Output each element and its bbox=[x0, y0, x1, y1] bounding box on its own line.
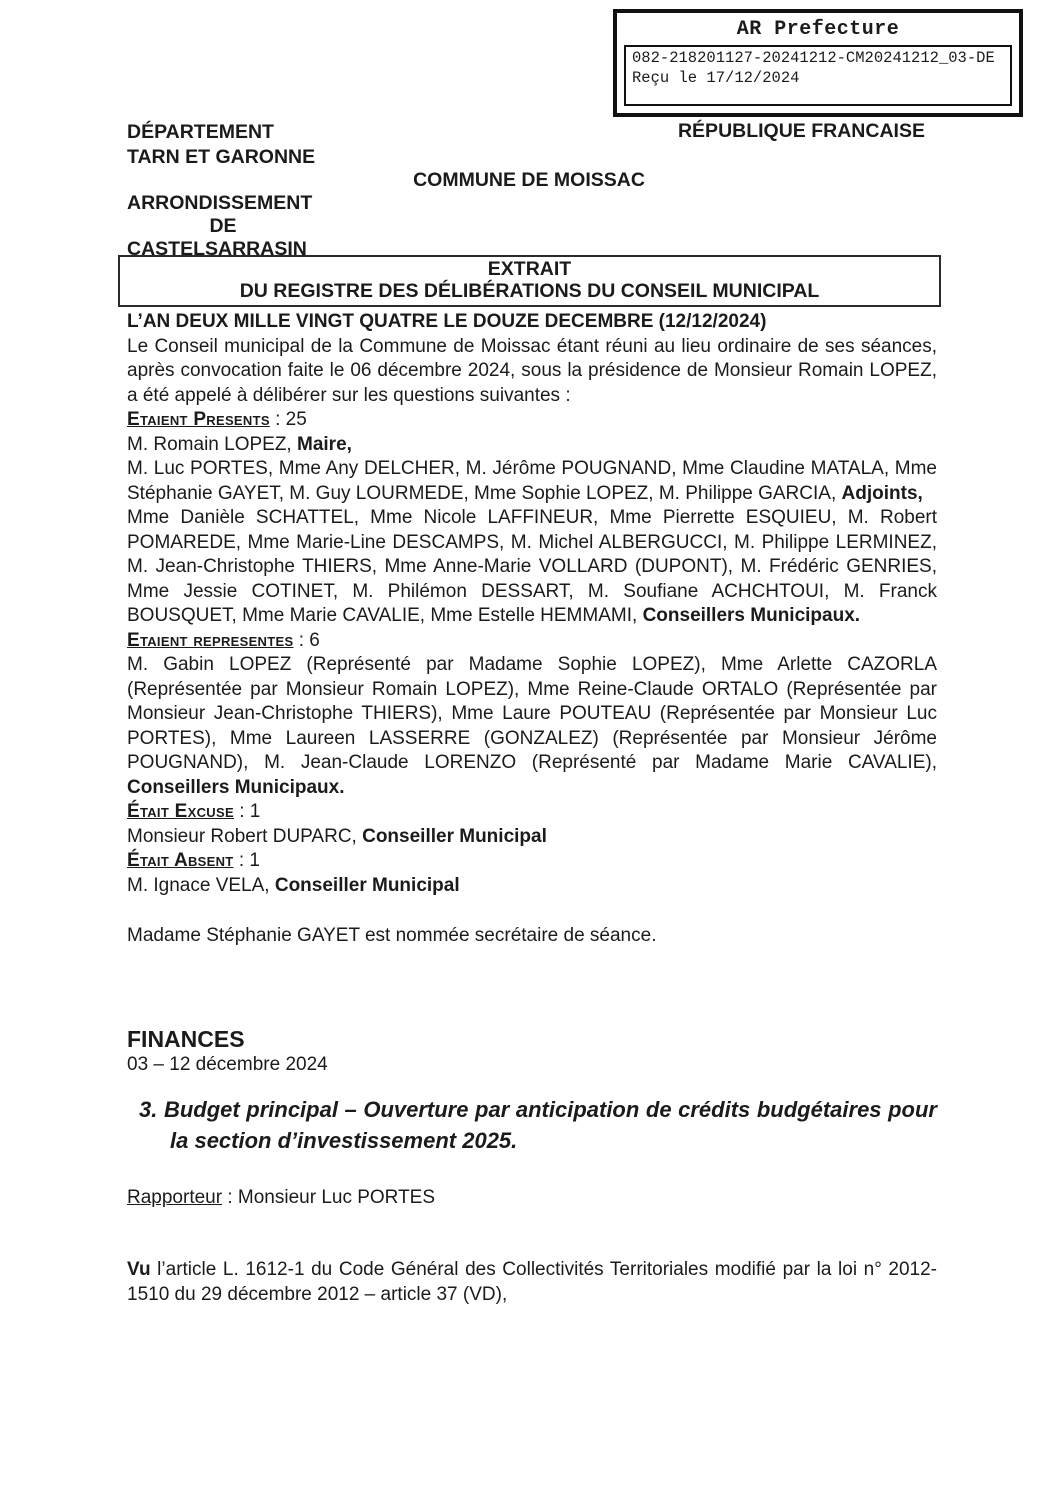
agenda-item-title bbox=[127, 1094, 937, 1156]
maire-role: Maire, bbox=[297, 433, 352, 455]
secretary-line: Madame Stéphanie GAYET est nommée secrétaire de séance. bbox=[127, 925, 657, 946]
maire-name: M. Romain LOPEZ, bbox=[127, 433, 297, 455]
commune-label: COMMUNE DE MOISSAC bbox=[413, 169, 645, 191]
arrondissement-name: CASTELSARRASIN bbox=[127, 238, 307, 260]
finances-section-heading: FINANCES bbox=[127, 1025, 245, 1052]
session-intro-paragraph: Le Conseil municipal de la Commune de Moissac étant réuni au lieu ordinaire de ses séances, après convocation faite le 06 décembre 2024, sous la présidence de Monsieur Romain LOPEZ, a été appelé à délibérer sur les questions suivantes : bbox=[127, 335, 937, 406]
representes-count: : 6 bbox=[293, 629, 320, 651]
representes-paragraph bbox=[127, 653, 937, 800]
agenda-item-number: 3. bbox=[139, 1096, 158, 1122]
rapporteur-line bbox=[127, 1186, 937, 1211]
arrondissement-block bbox=[127, 192, 319, 261]
finances-date-range: 03 – 12 décembre 2024 bbox=[127, 1054, 328, 1075]
excuse-heading bbox=[127, 800, 937, 825]
rapporteur-label: Rapporteur bbox=[127, 1186, 223, 1208]
adjoints-role: Adjoints, bbox=[841, 482, 923, 504]
vu-text: l’article L. 1612-1 du Code Général des Collectivités Territoriales modifié par la loi n° 2012-1510 du 29 décembre 2012 – article 37 (VD), bbox=[127, 1259, 937, 1305]
ar-stamp-title: AR Prefecture bbox=[736, 18, 900, 41]
rapporteur-value: : Monsieur Luc PORTES bbox=[222, 1186, 436, 1208]
maire-line bbox=[127, 433, 937, 458]
agenda-item-text: Budget principal – Ouverture par anticipation de crédits budgétaires pour la section d’investissement 2025. bbox=[163, 1096, 937, 1153]
vu-keyword: Vu bbox=[127, 1259, 151, 1280]
excuse-role: Conseiller Municipal bbox=[362, 825, 547, 847]
arrondissement-de: DE bbox=[209, 215, 237, 237]
departement-name: TARN ET GARONNE bbox=[127, 146, 316, 168]
excuse-label: Était Excuse bbox=[127, 801, 234, 822]
republique-francaise-label: RÉPUBLIQUE FRANCAISE bbox=[677, 120, 925, 142]
adjoints-names: M. Luc PORTES, Mme Any DELCHER, M. Jérôme POUGNAND, Mme Claudine MATALA, Mme Stéphanie GAYET, M. Guy LOURMEDE, Mme Sophie LOPEZ, M. Philippe GARCIA, bbox=[127, 458, 937, 504]
extrait-title-box bbox=[118, 255, 941, 307]
representes-label: Etaient representes bbox=[127, 629, 294, 651]
excuse-count: : 1 bbox=[233, 801, 261, 822]
ar-stamp-code: 082-218201127-20241212-CM20241212_03-DE bbox=[632, 49, 995, 67]
absent-count: : 1 bbox=[233, 850, 260, 871]
representes-role: Conseillers Municipaux. bbox=[127, 776, 345, 798]
extrait-title-line1: EXTRAIT bbox=[487, 258, 572, 280]
absent-label: Était Absent bbox=[127, 850, 234, 871]
absent-role: Conseiller Municipal bbox=[274, 874, 460, 896]
ar-prefecture-stamp bbox=[613, 9, 1023, 117]
conseillers-role: Conseillers Municipaux. bbox=[642, 605, 861, 626]
absent-heading bbox=[127, 849, 937, 874]
ar-stamp-received-date: Reçu le 17/12/2024 bbox=[632, 68, 800, 87]
document-letterhead bbox=[0, 120, 1058, 260]
conseillers-paragraph bbox=[127, 506, 937, 629]
presents-label: Etaient Presents bbox=[127, 409, 270, 430]
document-body bbox=[127, 310, 937, 1307]
session-opening-line: L’AN DEUX MILLE VINGT QUATRE LE DOUZE DECEMBRE (12/12/2024) bbox=[127, 311, 767, 332]
absent-line bbox=[127, 874, 937, 899]
ar-stamp-body bbox=[624, 45, 1012, 106]
presents-count: : 25 bbox=[269, 409, 307, 430]
departement-label: DÉPARTEMENT bbox=[127, 121, 274, 143]
arrondissement-label: ARRONDISSEMENT bbox=[127, 192, 313, 214]
vu-paragraph bbox=[127, 1258, 937, 1307]
representes-names: M. Gabin LOPEZ (Représenté par Madame Sophie LOPEZ), Mme Arlette CAZORLA (Représentée par Monsieur Romain LOPEZ), Mme Reine-Claude ORTALO (Représentée par Monsieur Jean-Christophe THIERS), Mme Laure POUTEAU (Représentée par Monsieur Luc PORTES), Mme Laureen LASSERRE (GONZALEZ) (Représentée par Monsieur Jérôme POUGNAND), M. Jean-Claude LORENZO (Représenté par Madame Marie CAVALIE), bbox=[127, 654, 937, 773]
adjoints-paragraph bbox=[127, 457, 937, 506]
departement-block bbox=[127, 120, 315, 170]
absent-name: M. Ignace VELA, bbox=[127, 874, 275, 896]
excuse-name: Monsieur Robert DUPARC, bbox=[127, 825, 363, 847]
presents-heading bbox=[127, 408, 937, 433]
representes-heading bbox=[127, 629, 937, 654]
extrait-title-line2: DU REGISTRE DES DÉLIBÉRATIONS DU CONSEIL MUNICIPAL bbox=[239, 280, 820, 302]
conseillers-names: Mme Danièle SCHATTEL, Mme Nicole LAFFINEUR, Mme Pierrette ESQUIEU, M. Robert POMAREDE, Mme Marie-Line DESCAMPS, M. Michel ALBERGUCCI, M. Philippe LERMINEZ, M. Jean-Christophe THIERS, Mme Anne-Marie VOLLARD (DUPONT), M. Frédéric GENRIES, Mme Jessie COTINET, M. Philémon DESSART, M. Soufiane ACHCHTOUI, M. Franck BOUSQUET, Mme Marie CAVALIE, Mme Estelle HEMMAMI, bbox=[127, 507, 937, 626]
excuse-line bbox=[127, 825, 937, 850]
